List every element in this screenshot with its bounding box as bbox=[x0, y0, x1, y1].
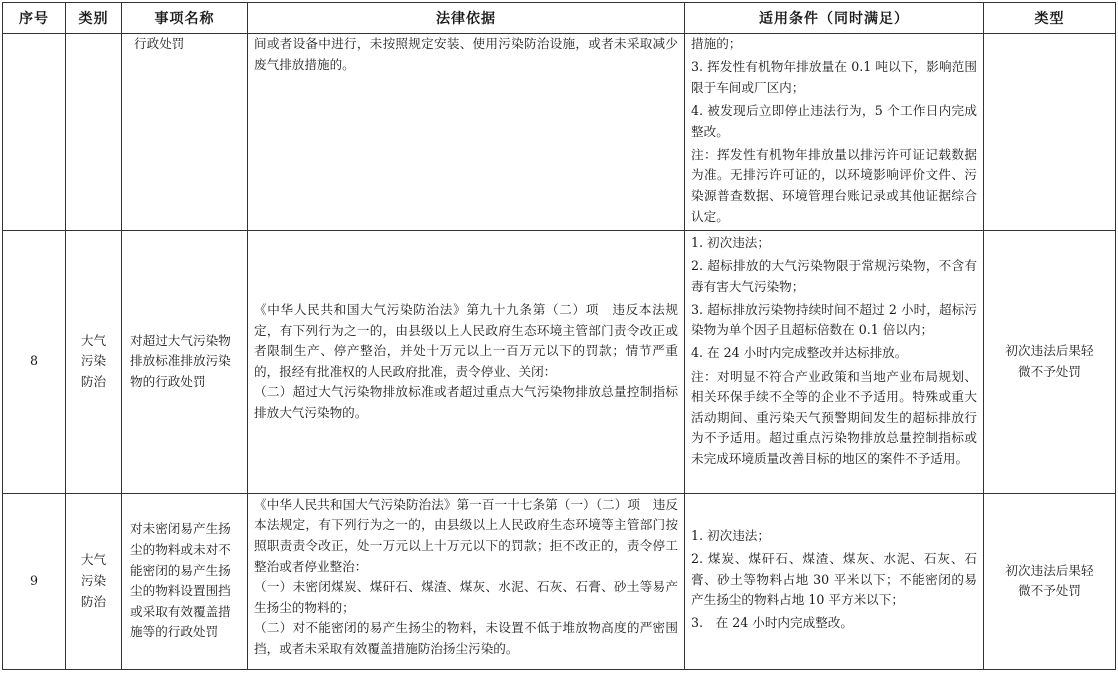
table-header-row bbox=[3, 3, 1116, 34]
condition-note: 注：对明显不符合产业政策和当地产业布局规划、相关环保手续不全等的企业不予适用。特殊或重大活动期间、重污染天气预警期间发生的超标排放行为不予适用。超过重点污染物排放总量控制指标或未完成环境质量改善目标的地区的案件不予适用。 bbox=[691, 368, 977, 467]
header-basis: 法律依据 bbox=[248, 3, 685, 34]
regulation-table bbox=[2, 2, 1116, 670]
row-index bbox=[3, 34, 66, 231]
basis-paragraph: （二）对不能密闭的易产生扬尘的物料，未设置不低于堆放物高度的严密围挡，或者未采取有效覆盖措施防治扬尘污染的。 bbox=[254, 620, 678, 656]
header-index: 序号 bbox=[3, 3, 66, 34]
row-basis bbox=[248, 230, 685, 493]
row-index: 8 bbox=[3, 230, 66, 493]
row-conditions bbox=[685, 493, 984, 669]
row-category: 大气污染防治 bbox=[66, 230, 122, 493]
condition-item: 3. 超标排放污染物持续时间不超过 2 小时，超标污染物为单个因子且超标倍数在 0.1 倍以内； bbox=[691, 301, 977, 338]
condition-item: 4. 被发现后立即停止违法行为，5 个工作日内完成整改。 bbox=[691, 102, 977, 139]
basis-paragraph: （一）未密闭煤炭、煤矸石、煤渣、煤灰、水泥、石灰、石膏、砂土等易产生扬尘的物料的； bbox=[254, 579, 678, 615]
table-row bbox=[3, 34, 1116, 231]
header-item: 事项名称 bbox=[122, 3, 248, 34]
condition-item: 3. 在 24 小时内完成整改。 bbox=[691, 615, 853, 631]
row-type: 初次违法后果轻微不予处罚 bbox=[984, 230, 1116, 493]
basis-paragraph: 《中华人民共和国大气污染防治法》第九十九条第（二）项 违反本法规定，有下列行为之一的，由县级以上人民政府生态环境主管部门责令改正或者限制生产、停产整治，并处十万元以上一百万元以下的罚款；情节严重的，报经有批准权的人民政府批准，责令停业、关闭： bbox=[254, 301, 678, 379]
row-conditions bbox=[685, 34, 984, 231]
row-basis bbox=[248, 493, 685, 669]
row-type: 初次违法后果轻微不予处罚 bbox=[984, 493, 1116, 669]
basis-paragraph: 《中华人民共和国大气污染防治法》第一百一十七条第（一）（二）项 违反本法规定，有下列行为之一的，由县级以上人民政府生态环境等主管部门按照职责责令改正，处一万元以上十万元以下的罚款；拒不改正的，责令停工整治或者停业整治： bbox=[254, 496, 678, 574]
basis-paragraph: （二）超过大气污染物排放标准或者超过重点大气污染物排放总量控制指标排放大气污染物的。 bbox=[254, 384, 678, 420]
row-conditions bbox=[685, 230, 984, 493]
row-category bbox=[66, 34, 122, 231]
row-type bbox=[984, 34, 1116, 231]
row-item: 对超过大气污染物排放标准排放污染物的行政处罚 bbox=[122, 230, 248, 493]
header-category: 类别 bbox=[66, 3, 122, 34]
row-category: 大气污染防治 bbox=[66, 493, 122, 669]
row-basis bbox=[248, 34, 685, 231]
header-type: 类型 bbox=[984, 3, 1116, 34]
table-row bbox=[3, 230, 1116, 493]
row-index: 9 bbox=[3, 493, 66, 669]
row-item: 行政处罚 bbox=[122, 34, 248, 231]
condition-item: 2. 超标排放的大气污染物限于常规污染物，不含有毒有害大气污染物； bbox=[691, 257, 977, 294]
row-item: 对未密闭易产生扬尘的物料或未对不能密闭的易产生扬尘的物料设置围挡或采取有效覆盖措施等的行政处罚 bbox=[122, 493, 248, 669]
condition-item: 1. 初次违法； bbox=[691, 234, 770, 250]
condition-item: 3. 挥发性有机物年排放量在 0.1 吨以下，影响范围限于车间或厂区内； bbox=[691, 59, 977, 95]
table-row bbox=[3, 493, 1116, 669]
header-conditions: 适用条件（同时满足） bbox=[685, 3, 984, 34]
basis-paragraph: 间或者设备中进行，未按照规定安装、使用污染防治设施，或者未采取减少废气排放措施的。 bbox=[254, 36, 678, 72]
condition-item: 措施的； bbox=[691, 36, 742, 51]
condition-item: 1. 初次违法； bbox=[691, 527, 770, 543]
condition-item: 2. 煤炭、煤矸石、煤渣、煤灰、水泥、石灰、石膏、砂土等物料占地 30 平米以下；不能密闭的易产生扬尘的物料占地 10 平方米以下； bbox=[691, 551, 977, 608]
condition-item: 4. 在 24 小时内完成整改并达标排放。 bbox=[691, 345, 908, 361]
condition-note: 注：挥发性有机物年排放量以排污许可证记载数据为准。无排污许可证的，以环境影响评价文件、污染源普查数据、环境管理台账记录或其他证据综合认定。 bbox=[691, 146, 977, 224]
